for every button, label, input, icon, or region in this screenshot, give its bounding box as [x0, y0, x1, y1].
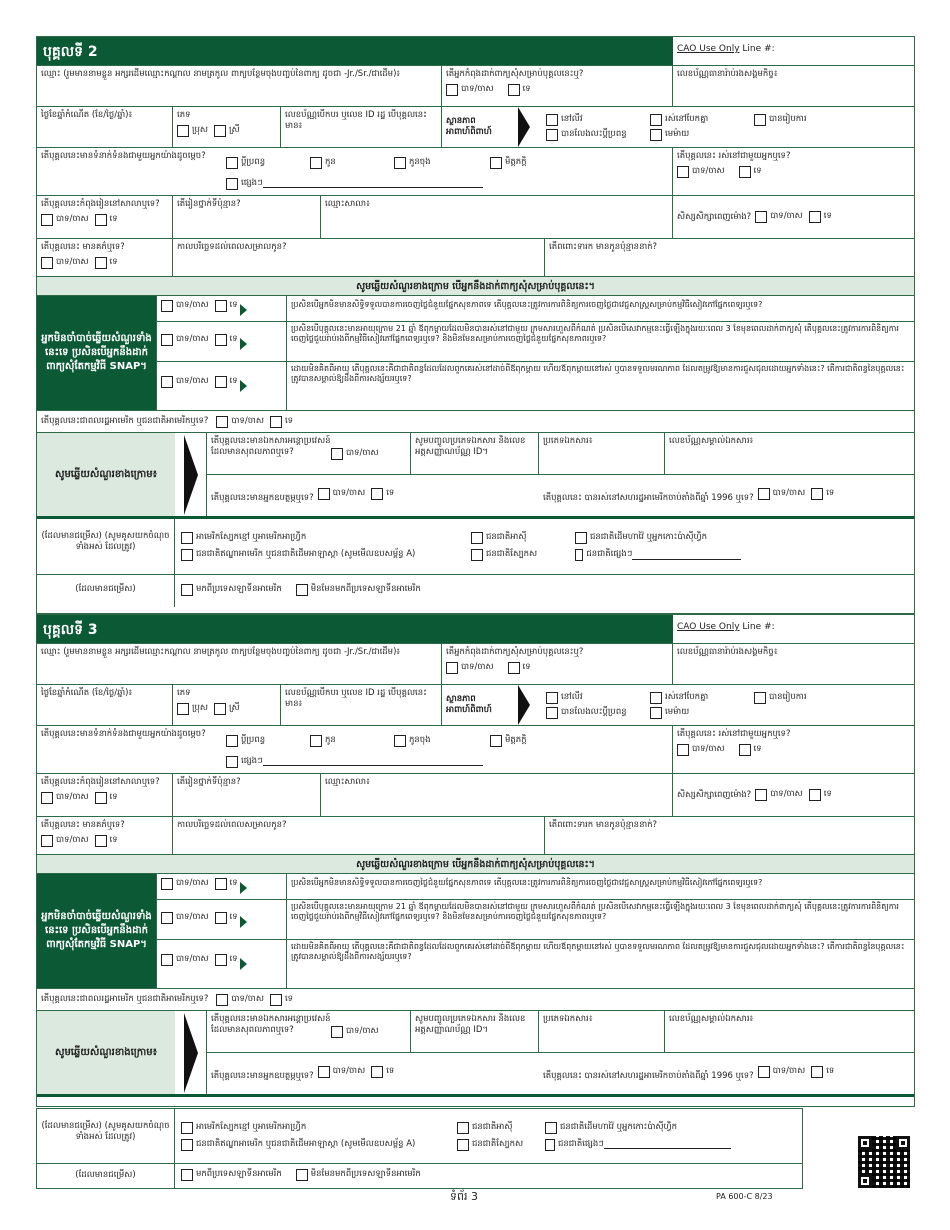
- sex-female[interactable]: ស្រី: [214, 703, 240, 715]
- applying-yes[interactable]: បាទ/ចាស: [446, 662, 494, 674]
- q3-text: ដោយមិនគិតពីអាយុ តើបុគ្គលនេះគឺជាជាតិពន្ធដែលដែលពួកគេរស់នៅដាច់ពីឪពុកម្ដាយ ហើយឪពុកម្ដាយនៅរស់ ឬបានទទួលមរណភាព ដែលតម្រូវឱ្យមានការជួសជុលដោយអ្នកទាំងនេះ? តើការជាតិពន្ធនៃបុគ្គលនេះត្រូវបានសម្គាល់ឱ្យដឹងពីការសង្ស័យរឬទេ?: [291, 364, 905, 383]
- rel-child[interactable]: កូន: [310, 155, 380, 172]
- doc-type-field[interactable]: ប្រភេទឯកសារ៖: [539, 1011, 665, 1052]
- license-field[interactable]: លេខប័ណ្ណបើកបរ ឬលេខ ID រដ្ឋ បើបុគ្គលនេះមាន៖: [281, 107, 442, 147]
- sex-male[interactable]: ប្រុស: [177, 703, 208, 715]
- citizen-question: តើបុគ្គលនេះជាពលរដ្ឋអាមេរិក ឬជនជាតិអាមេរិកឬទេ? បាទ/ចាស ទេ: [37, 989, 914, 1011]
- lives-with-yes[interactable]: បាទ/ចាស: [677, 166, 725, 178]
- marital-living-separately[interactable]: រស់នៅបែកគ្នា: [650, 114, 740, 126]
- fulltime-yes[interactable]: បាទ/ចាស: [755, 211, 803, 223]
- race-native[interactable]: ជនជាតិឥណ្ឌាអាមេរិក ឬជនជាតិដើមអាឡាស្កា (សូមមើលឧបសម្ព័ន្ធ A): [181, 1138, 443, 1151]
- marital-separated[interactable]: បានលែងលះប្ដីប្រពន្ធ: [546, 129, 636, 141]
- doc-number-field[interactable]: លេខប័ណ្ណសម្គាល់ឯកសារ៖: [669, 436, 754, 446]
- lives-with-no[interactable]: ទេ: [739, 166, 762, 178]
- form-id: PA 600-C 8/23: [716, 1192, 773, 1201]
- fulltime-no[interactable]: ទេ: [809, 211, 832, 223]
- person-3-title: បុគ្គលទី 3: [37, 615, 673, 643]
- school-name-field[interactable]: ឈ្មោះសាលា៖: [321, 774, 673, 816]
- marital-single[interactable]: នៅលីវ: [546, 692, 636, 704]
- marital-married[interactable]: បានរៀបការ: [754, 692, 840, 704]
- q2-no[interactable]: ទេ: [215, 334, 238, 346]
- race-asian[interactable]: ជនជាតិអាស៊ី: [457, 1121, 531, 1134]
- ethnicity-not-hispanic[interactable]: មិនមែនមកពីប្រទេសឡាទីនអាមេរិក: [296, 1169, 421, 1181]
- race-other[interactable]: ជនជាតិផ្សេងៗ: [545, 1138, 731, 1151]
- snap-note-box: អ្នកមិនចាំបាច់ឆ្លើយសំណួរទាំងនេះទេ ប្រសិនបើអ្នកនឹងដាក់ពាក្យសុំតែកម្មវិធី SNAP។: [37, 296, 157, 410]
- q3-no[interactable]: ទេ: [215, 376, 238, 388]
- person-2-section: [36, 36, 915, 614]
- q2-text: ប្រសិនបើបុគ្គលនេះមានអាយុក្រោម 21 ឆ្នាំ ឪពុកម្ដាយដែលមិនបានរស់នៅជាមួយ ក្រមសារហួសពីកំណត់ ប្រសិនបើសេវាកម្មនេះធ្វើឡើងក្នុងរយៈពេល 3 ខែមុនពេលដាក់ពាក្យសុំ តើបុគ្គលនេះត្រូវការការពិនិត្យការចេញថ្លៃជួយរ៉ាប់រងពីកម្មវិធីសៀវភៅផ្នែកពេទ្យរឬទេ? និងមិនមែនសម្រាប់ការចេញថ្លៃជំនួយផ្នែកសុខភាពរឬទេ?: [291, 324, 899, 343]
- applying-yes[interactable]: បាទ/ចាស: [446, 84, 494, 96]
- sponsor-no[interactable]: ទេ: [371, 1066, 394, 1078]
- fulltime-yes[interactable]: បាទ/ចាស: [755, 789, 803, 801]
- answer-below-box: សូមឆ្លើយសំណួរខាងក្រោម៖: [37, 1011, 175, 1094]
- q2-yes[interactable]: បាទ/ចាស: [161, 334, 209, 346]
- snap-note-box: អ្នកមិនចាំបាច់ឆ្លើយសំណួរទាំងនេះទេ ប្រសិនបើអ្នកនឹងដាក់ពាក្យសុំតែកម្មវិធី SNAP។: [37, 874, 157, 988]
- q3-text: ដោយមិនគិតពីអាយុ តើបុគ្គលនេះគឺជាជាតិពន្ធដែលដែលពួកគេរស់នៅដាច់ពីឪពុកម្ដាយ ហើយឪពុកម្ដាយនៅរស់ ឬបានទទួលមរណភាព ដែលតម្រូវឱ្យមានការជួសជុលដោយអ្នកទាំងនេះ? តើការជាតិពន្ធនៃបុគ្គលនេះត្រូវបានសម្គាល់ឱ្យដឹងពីការសង្ស័យរឬទេ?: [291, 942, 905, 961]
- fulltime-question: សិស្សសិក្សាពេញម៉ោង? បាទ/ចាស ទេ: [677, 789, 832, 800]
- relationship-question: តើបុគ្គលនេះមានទំនាក់ទំនងជាមួយអ្នកយ៉ាងដូចម្ដេច? ប្ដីប្រពន្ធ កូន កូនចុង មិត្តភក្តិ ផ្សេងៗ: [37, 726, 673, 773]
- q1-no[interactable]: ទេ: [215, 300, 238, 312]
- marital-question: ស្ថានភាពអាពាហ៍ពិពាហ៍ នៅលីវ រស់នៅបែកគ្នា បានរៀបការ បានលែងលះប្ដីប្រពន្ធ មេម៉ាយ: [442, 685, 914, 725]
- sponsor-question: តើបុគ្គលនេះមានអ្នកឧបត្ថម្ភឬទេ? បាទ/ចាស ទេ: [211, 1065, 395, 1081]
- marital-widowed[interactable]: មេម៉ាយ: [650, 707, 740, 719]
- immigration-question: តើបុគ្គលនេះមានឯកសារអន្តោប្រវេសន៍ដែលមានសុពលភាពឬទេ? បាទ/ចាស: [207, 433, 411, 474]
- fulltime-no[interactable]: ទេ: [809, 789, 832, 801]
- lives-with-question: តើបុគ្គលនេះ រស់នៅជាមួយអ្នកឬទេ? បាទ/ចាស ទេ: [677, 729, 791, 754]
- rel-stepchild[interactable]: កូនចុង: [394, 155, 476, 172]
- apply-band: សូមឆ្លើយសំណួរខាងក្រោម បើអ្នកនឹងដាក់ពាក្យសុំសម្រាប់បុគ្គលនេះ។: [37, 277, 914, 296]
- race-section: (ដែលមានជម្រើស) (សូមគូសយកចំណុចទាំងអស់ ដែលត្រូវ) អាមេរិកស្បែកខ្មៅ ឬអាមេរិកអាហ្វ្រិក ជនជាតិអាស៊ី ជនជាតិដើមហាវ៉ៃ ឬអ្នកកោះប៉ាស៊ីហ្វិក ជនជាតិឥណ្ឌាអាមេរិក ឬជនជាតិដើមអាឡាស្កា (សូមមើលឧបសម្ព័ន្ធ A) ជនជាតិស្បែកស ជនជាតិផ្សេងៗ: [36, 1108, 803, 1164]
- citizen-question: តើបុគ្គលនេះជាពលរដ្ឋអាមេរិក ឬជនជាតិអាមេរិកឬទេ? បាទ/ចាស ទេ: [37, 411, 914, 433]
- q1-no[interactable]: ទេ: [215, 878, 238, 890]
- since1996-no[interactable]: ទេ: [811, 1066, 834, 1078]
- immig-yes[interactable]: បាទ/ចាស: [331, 448, 379, 460]
- sponsor-yes[interactable]: បាទ/ចាស: [318, 488, 366, 500]
- name-field[interactable]: ឈ្មោះ (រួមមាននាមខ្លួន អក្សរដើមឈ្មោះកណ្ដាល នាមត្រកូល ពាក្យបន្ថែមចុងបញ្ចប់នៃពាក្យ ដូចជា -Jr./Sr./ជាដើម)៖: [37, 66, 442, 106]
- q1-text: ប្រសិនបើអ្នកមិនមានសិទ្ធិទទួលបានការចេញថ្លៃជំនួយផ្នែកសុខភាពទេ តើបុគ្គលនេះត្រូវការការពិនិត្យការចេញថ្លៃជាវេជ្ជសាស្ត្រសម្រាប់កម្មវិធីសៀវភៅផ្នែកពេទ្យរឬទេ?: [291, 878, 763, 887]
- marital-widowed[interactable]: មេម៉ាយ: [650, 129, 740, 141]
- person-3-section: [36, 614, 915, 1107]
- sponsor-no[interactable]: ទេ: [371, 488, 394, 500]
- ethnicity-label: (ដែលមានជម្រើស): [37, 575, 175, 607]
- immigration-question: តើបុគ្គលនេះមានឯកសារអន្តោប្រវេសន៍ដែលមានសុពលភាពឬទេ? បាទ/ចាស: [207, 1011, 411, 1052]
- lives-with-no[interactable]: ទេ: [739, 744, 762, 756]
- babies-field[interactable]: តើពពោះទារក មានកូនប៉ុន្មាននាក់?: [549, 820, 658, 830]
- grade-field[interactable]: តើរៀនថ្នាក់ទីប៉ុន្មាន?: [173, 196, 321, 238]
- school-no[interactable]: ទេ: [95, 214, 118, 226]
- citizen-no[interactable]: ទេ: [270, 994, 293, 1006]
- applying-question: តើអ្នកកំពុងដាក់ពាក្យសុំសម្រាប់បុគ្គលនេះឬ? បាទ/ចាស ទេ: [442, 66, 673, 106]
- sex-question: ភេទ ប្រុស ស្រី: [173, 685, 281, 725]
- dob-field[interactable]: ថ្ងៃខែឆ្នាំកំណើត (ខែ/ថ្ងៃ/ឆ្នាំ)៖: [37, 685, 173, 725]
- school-question: តើបុគ្គលនេះកំពុងរៀននៅសាលាឬទេ? បាទ/ចាស ទេ: [37, 196, 173, 238]
- ethnicity-hispanic[interactable]: មកពីប្រទេសឡាទីនអាមេរិក: [181, 584, 282, 596]
- q3-yes[interactable]: បាទ/ចាស: [161, 954, 209, 966]
- q1-yes[interactable]: បាទ/ចាស: [161, 300, 209, 312]
- q2-text: ប្រសិនបើបុគ្គលនេះមានអាយុក្រោម 21 ឆ្នាំ ឪពុកម្ដាយដែលមិនបានរស់នៅជាមួយ ក្រមសារហួសពីកំណត់ ប្រសិនបើសេវាកម្មនេះធ្វើឡើងក្នុងរយៈពេល 3 ខែមុនពេលដាក់ពាក្យសុំ តើបុគ្គលនេះត្រូវការការពិនិត្យការចេញថ្លៃជួយរ៉ាប់រងពីកម្មវិធីសៀវភៅផ្នែកពេទ្យរឬទេ? និងមិនមែនសម្រាប់ការចេញថ្លៃជំនួយផ្នែកសុខភាពរឬទេ?: [291, 902, 899, 921]
- q3-yes[interactable]: បាទ/ចាស: [161, 376, 209, 388]
- race-label: (ដែលមានជម្រើស) (សូមគូសយកចំណុចទាំងអស់ ដែលត្រូវ): [37, 519, 175, 574]
- person-2-title: បុគ្គលទី 2: [37, 37, 673, 65]
- race-white[interactable]: ជនជាតិស្បែកស: [457, 1138, 531, 1151]
- q1-text: ប្រសិនបើអ្នកមិនមានសិទ្ធិទទួលបានការចេញថ្លៃជំនួយផ្នែកសុខភាពទេ តើបុគ្គលនេះត្រូវការការពិនិត្យការចេញថ្លៃជាវេជ្ជសាស្ត្រសម្រាប់កម្មវិធីសៀវភៅផ្នែកពេទ្យរឬទេ?: [291, 300, 763, 309]
- marital-living-separately[interactable]: រស់នៅបែកគ្នា: [650, 692, 740, 704]
- school-no[interactable]: ទេ: [95, 792, 118, 804]
- doc-id-field[interactable]: សូមបញ្ចូលប្រភេទឯកសារ និងលេខអត្តសញ្ញាណប័ណ្ណ ID។: [411, 1011, 539, 1052]
- rel-spouse[interactable]: ប្ដីប្រពន្ធ: [226, 155, 296, 172]
- marital-separated[interactable]: បានលែងលះប្ដីប្រពន្ធ: [546, 707, 636, 719]
- pregnant-question: តើបុគ្គលនេះ មានគភ៌ឬទេ? បាទ/ចាស ទេ: [37, 239, 173, 276]
- grade-field[interactable]: តើរៀនថ្នាក់ទីប៉ុន្មាន?: [173, 774, 321, 816]
- doc-id-field[interactable]: សូមបញ្ចូលប្រភេទឯកសារ និងលេខអត្តសញ្ញាណប័ណ្ណ ID។: [411, 433, 539, 474]
- since1996-no[interactable]: ទេ: [811, 488, 834, 500]
- school-yes[interactable]: បាទ/ចាស: [41, 214, 89, 226]
- lives-with-question: តើបុគ្គលនេះ រស់នៅជាមួយអ្នកឬទេ? បាទ/ចាស ទេ: [677, 151, 791, 176]
- applying-no[interactable]: ទេ: [508, 84, 531, 96]
- apply-band: សូមឆ្លើយសំណួរខាងក្រោម បើអ្នកនឹងដាក់ពាក្យសុំសម្រាប់បុគ្គលនេះ។: [37, 855, 914, 874]
- marital-question: ស្ថានភាពអាពាហ៍ពិពាហ៍ នៅលីវ រស់នៅបែកគ្នា បានរៀបការ បានលែងលះប្ដីប្រពន្ធ មេម៉ាយ: [442, 107, 914, 147]
- ssn-field[interactable]: លេខប័ណ្ណធានារ៉ាប់រងសង្គមកិច្ច៖: [677, 647, 778, 657]
- ethnicity-section: (ដែលមានជម្រើស) មកពីប្រទេសឡាទីនអាមេរិក មិនមែនមកពីប្រទេសឡាទីនអាមេរិក: [36, 1163, 803, 1189]
- since1996-question: តើបុគ្គលនេះ បានរស់នៅសហរដ្ឋអាមេរិកចាប់តាំងពីឆ្នាំ 1996 ឬទេ? បាទ/ចាស ទេ: [543, 1065, 835, 1081]
- race-asian[interactable]: ជនជាតិអាស៊ី: [471, 531, 561, 545]
- rel-other[interactable]: ផ្សេងៗ: [226, 754, 576, 771]
- since1996-yes[interactable]: បាទ/ចាស: [758, 1066, 806, 1078]
- sponsor-question: តើបុគ្គលនេះមានអ្នកឧបត្ថម្ភឬទេ? បាទ/ចាស ទេ: [211, 487, 395, 503]
- ethnicity-not-hispanic[interactable]: មិនមែនមកពីប្រទេសឡាទីនអាមេរិក: [296, 584, 421, 596]
- sex-male[interactable]: ប្រុស: [177, 125, 208, 137]
- sex-question: ភេទ ប្រុស ស្រី: [173, 107, 281, 147]
- license-field[interactable]: លេខប័ណ្ណបើកបរ ឬលេខ ID រដ្ឋ បើបុគ្គលនេះមាន៖: [281, 685, 442, 725]
- dob-field[interactable]: ថ្ងៃខែឆ្នាំកំណើត (ខែ/ថ្ងៃ/ឆ្នាំ)៖: [37, 107, 173, 147]
- race-hawaiian[interactable]: ជនជាតិដើមហាវ៉ៃ ឬអ្នកកោះប៉ាស៊ីហ្វិក: [575, 531, 741, 545]
- rel-spouse[interactable]: ប្ដីប្រពន្ធ: [226, 733, 296, 750]
- page-number: ទំព័រ 3: [450, 1190, 478, 1203]
- citizen-yes[interactable]: បាទ/ចាស: [216, 994, 264, 1006]
- rel-friend[interactable]: មិត្តភក្តិ: [490, 155, 576, 172]
- race-hawaiian[interactable]: ជនជាតិដើមហាវ៉ៃ ឬអ្នកកោះប៉ាស៊ីហ្វិក: [545, 1121, 731, 1134]
- pregnant-no[interactable]: ទេ: [95, 257, 118, 269]
- doc-type-field[interactable]: ប្រភេទឯកសារ៖: [539, 433, 665, 474]
- race-native[interactable]: ជនជាតិឥណ្ឌាអាមេរិក ឬជនជាតិដើមអាឡាស្កា (សូមមើលឧបសម្ព័ន្ធ A): [181, 549, 457, 563]
- immig-yes[interactable]: បាទ/ចាស: [331, 1026, 379, 1038]
- pregnant-question: តើបុគ្គលនេះ មានគភ៌ឬទេ? បាទ/ចាស ទេ: [37, 817, 173, 854]
- rel-friend[interactable]: មិត្តភក្តិ: [490, 733, 576, 750]
- school-yes[interactable]: បាទ/ចាស: [41, 792, 89, 804]
- qr-code-icon: [858, 1136, 910, 1188]
- citizen-yes[interactable]: បាទ/ចាស: [216, 416, 264, 428]
- race-other[interactable]: ជនជាតិផ្សេងៗ: [575, 549, 741, 563]
- since1996-yes[interactable]: បាទ/ចាស: [758, 488, 806, 500]
- pregnant-no[interactable]: ទេ: [95, 835, 118, 847]
- since1996-question: តើបុគ្គលនេះ បានរស់នៅសហរដ្ឋអាមេរិកចាប់តាំងពីឆ្នាំ 1996 ឬទេ? បាទ/ចាស ទេ: [543, 487, 835, 503]
- due-date-field[interactable]: កាលបរិច្ឆេទដល់ពេលសម្រាលកូន?: [173, 817, 545, 854]
- rel-stepchild[interactable]: កូនចុង: [394, 733, 476, 750]
- pregnant-yes[interactable]: បាទ/ចាស: [41, 257, 89, 269]
- q3-no[interactable]: ទេ: [215, 954, 238, 966]
- name-field[interactable]: ឈ្មោះ (រួមមាននាមខ្លួន អក្សរដើមឈ្មោះកណ្ដាល នាមត្រកូល ពាក្យបន្ថែមចុងបញ្ចប់នៃពាក្យ ដូចជា -Jr./Sr./ជាដើម)៖: [37, 644, 442, 684]
- sex-female[interactable]: ស្រី: [214, 125, 240, 137]
- answer-below-box: សូមឆ្លើយសំណួរខាងក្រោម៖: [37, 433, 175, 516]
- citizen-no[interactable]: ទេ: [270, 416, 293, 428]
- due-date-field[interactable]: កាលបរិច្ឆេទដល់ពេលសម្រាលកូន?: [173, 239, 545, 276]
- fulltime-question: សិស្សសិក្សាពេញម៉ោង? បាទ/ចាស ទេ: [677, 211, 832, 222]
- rel-other[interactable]: ផ្សេងៗ: [226, 176, 576, 193]
- ssn-field[interactable]: លេខប័ណ្ណធានារ៉ាប់រងសង្គមកិច្ច៖: [677, 69, 778, 79]
- marital-married[interactable]: បានរៀបការ: [754, 114, 840, 126]
- relationship-question: តើបុគ្គលនេះមានទំនាក់ទំនងជាមួយអ្នកយ៉ាងដូចម្ដេច? ប្ដីប្រពន្ធ កូន កូនចុង មិត្តភក្តិ ផ្សេងៗ: [37, 148, 673, 195]
- doc-number-field[interactable]: លេខប័ណ្ណសម្គាល់ឯកសារ៖: [669, 1014, 754, 1024]
- school-question: តើបុគ្គលនេះកំពុងរៀននៅសាលាឬទេ? បាទ/ចាស ទេ: [37, 774, 173, 816]
- cao-use-only: CAO Use Only Line #:: [677, 622, 775, 632]
- rel-child[interactable]: កូន: [310, 733, 380, 750]
- lives-with-yes[interactable]: បាទ/ចាស: [677, 744, 725, 756]
- race-black[interactable]: អាមេរិកស្បែកខ្មៅ ឬអាមេរិកអាហ្វ្រិក: [181, 1121, 443, 1134]
- school-name-field[interactable]: ឈ្មោះសាលា៖: [321, 196, 673, 238]
- babies-field[interactable]: តើពពោះទារក មានកូនប៉ុន្មាននាក់?: [549, 242, 658, 252]
- race-white[interactable]: ជនជាតិស្បែកស: [471, 549, 561, 563]
- sponsor-yes[interactable]: បាទ/ចាស: [318, 1066, 366, 1078]
- applying-no[interactable]: ទេ: [508, 662, 531, 674]
- q2-yes[interactable]: បាទ/ចាស: [161, 912, 209, 924]
- ethnicity-hispanic[interactable]: មកពីប្រទេសឡាទីនអាមេរិក: [181, 1169, 282, 1181]
- cao-use-only: CAO Use Only Line #:: [677, 44, 775, 54]
- marital-single[interactable]: នៅលីវ: [546, 114, 636, 126]
- race-black[interactable]: អាមេរិកស្បែកខ្មៅ ឬអាមេរិកអាហ្វ្រិក: [181, 531, 457, 545]
- q1-yes[interactable]: បាទ/ចាស: [161, 878, 209, 890]
- pregnant-yes[interactable]: បាទ/ចាស: [41, 835, 89, 847]
- applying-question: តើអ្នកកំពុងដាក់ពាក្យសុំសម្រាប់បុគ្គលនេះឬ? បាទ/ចាស ទេ: [442, 644, 673, 684]
- q2-no[interactable]: ទេ: [215, 912, 238, 924]
